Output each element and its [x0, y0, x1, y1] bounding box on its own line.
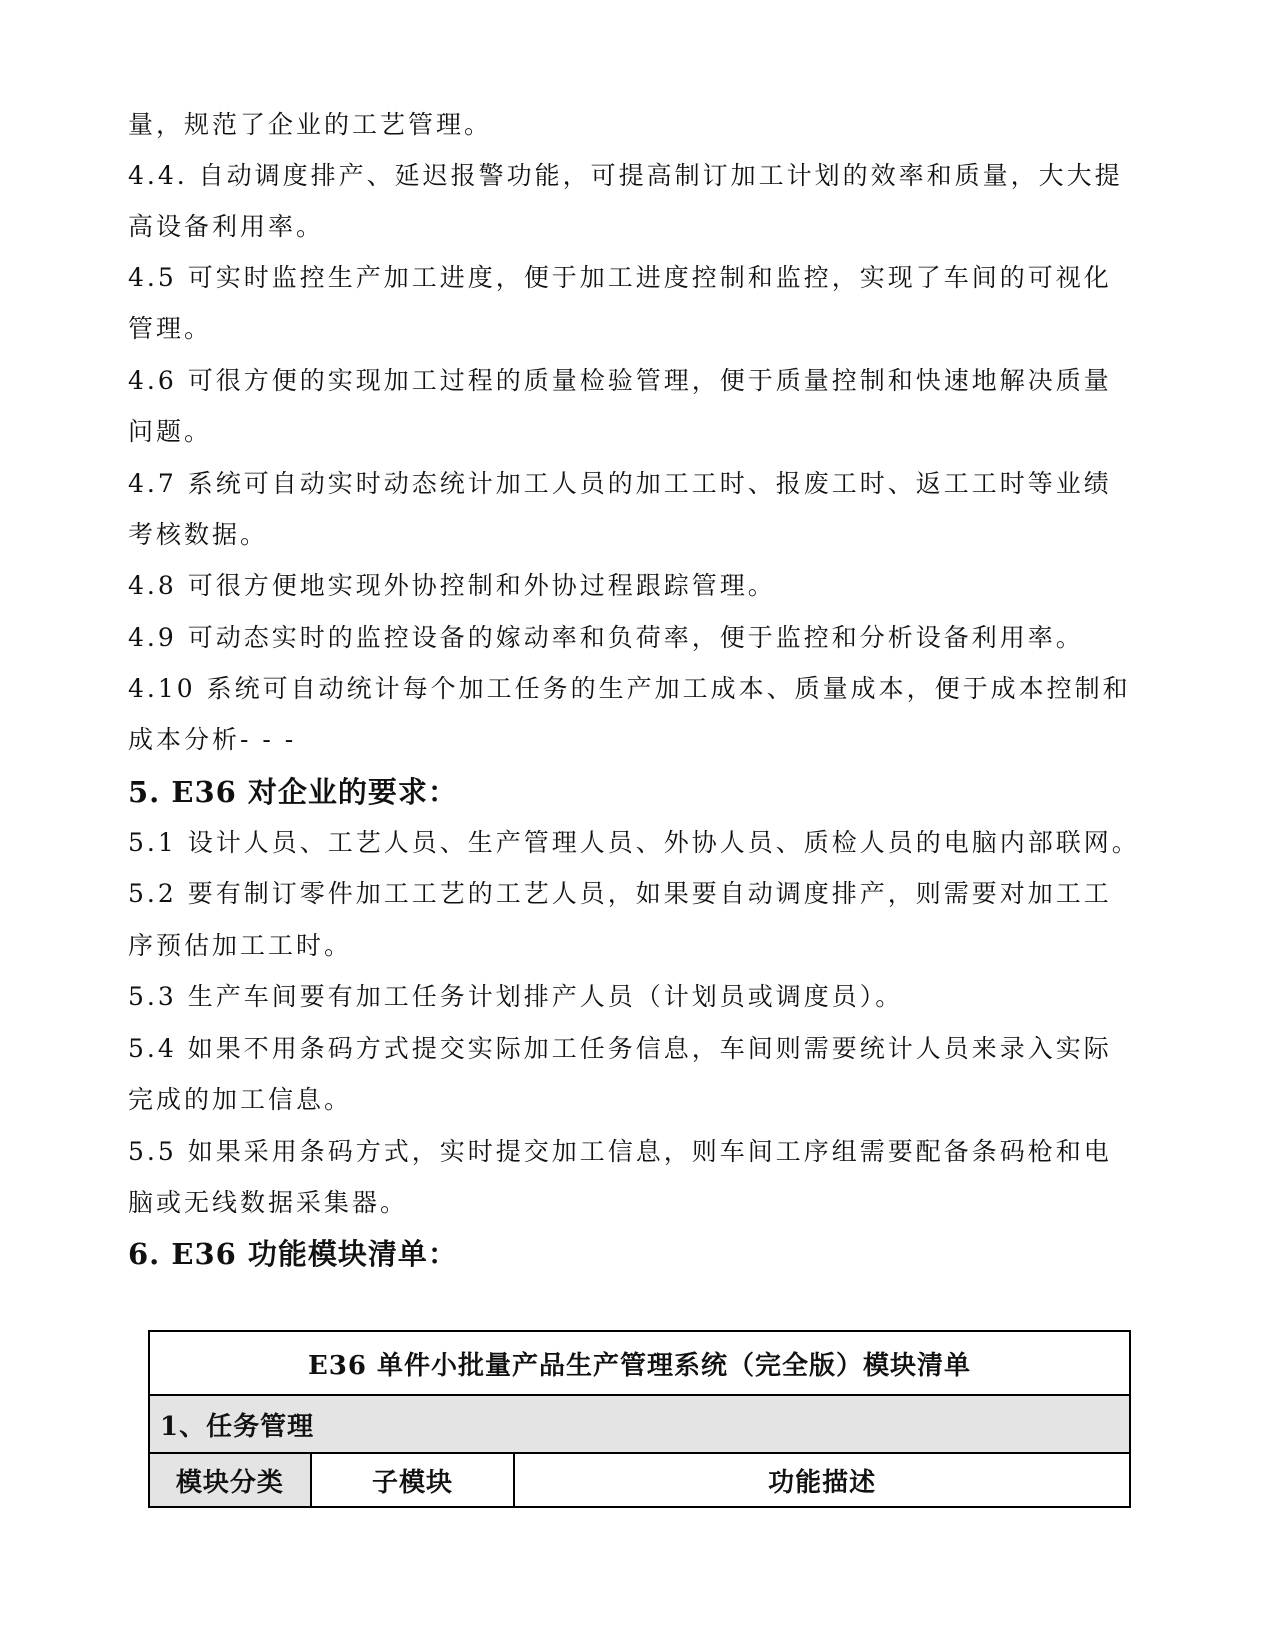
paragraph-line: 考核数据。 [128, 520, 269, 549]
paragraph-line: 5.1 设计人员、工艺人员、生产管理人员、外协人员、质检人员的电脑内部联网。 [128, 828, 1140, 857]
column-header-submodule: 子模块 [311, 1453, 515, 1507]
paragraph-line: 脑或无线数据采集器。 [128, 1188, 409, 1217]
paragraph-line: 成本分析- - - [128, 725, 297, 754]
column-header-category: 模块分类 [149, 1453, 311, 1507]
paragraph-line: 4.7 系统可自动实时动态统计加工人员的加工工时、报废工时、返工工时等业绩 [128, 469, 1112, 498]
section-6-heading: 6. E36 功能模块清单： [128, 1237, 458, 1271]
paragraph-line: 5.3 生产车间要有加工任务计划排产人员（计划员或调度员）。 [128, 982, 904, 1011]
section-5-heading: 5. E36 对企业的要求： [128, 775, 458, 809]
paragraph-line: 高设备利用率。 [128, 212, 325, 241]
paragraph-line: 4.8 可很方便地实现外协控制和外协过程跟踪管理。 [128, 571, 776, 600]
paragraph-line: 序预估加工工时。 [128, 931, 353, 960]
paragraph-line: 4.9 可动态实时的监控设备的嫁动率和负荷率，便于监控和分析设备利用率。 [128, 623, 1084, 652]
paragraph-line: 4.5 可实时监控生产加工进度，便于加工进度控制和监控，实现了车间的可视化 [128, 263, 1112, 292]
table-section-row [149, 1395, 1130, 1453]
paragraph-line: 问题。 [128, 417, 213, 446]
table-title-row [149, 1331, 1130, 1395]
paragraph-line: 4.6 可很方便的实现加工过程的质量检验管理，便于质量控制和快速地解决质量 [128, 366, 1112, 395]
table-title: E36 单件小批量产品生产管理系统（完全版）模块清单 [149, 1331, 1130, 1395]
table-section-label: 1、任务管理 [149, 1395, 1130, 1453]
paragraph-line: 4.10 系统可自动统计每个加工任务的生产加工成本、质量成本，便于成本控制和 [128, 674, 1131, 703]
paragraph-line: 5.4 如果不用条码方式提交实际加工任务信息，车间则需要统计人员来录入实际 [128, 1034, 1112, 1063]
paragraph-line: 5.5 如果采用条码方式，实时提交加工信息，则车间工序组需要配备条码枪和电 [128, 1137, 1112, 1166]
paragraph-line: 完成的加工信息。 [128, 1085, 353, 1114]
column-header-description: 功能描述 [514, 1453, 1130, 1507]
module-list-table [148, 1330, 1131, 1508]
paragraph-line: 4.4. 自动调度排产、延迟报警功能，可提高制订加工计划的效率和质量，大大提 [128, 161, 1123, 190]
table-header-row [149, 1453, 1130, 1507]
paragraph-line: 5.2 要有制订零件加工工艺的工艺人员，如果要自动调度排产，则需要对加工工 [128, 879, 1112, 908]
paragraph-line: 管理。 [128, 314, 213, 343]
paragraph-line: 量，规范了企业的工艺管理。 [128, 110, 493, 139]
